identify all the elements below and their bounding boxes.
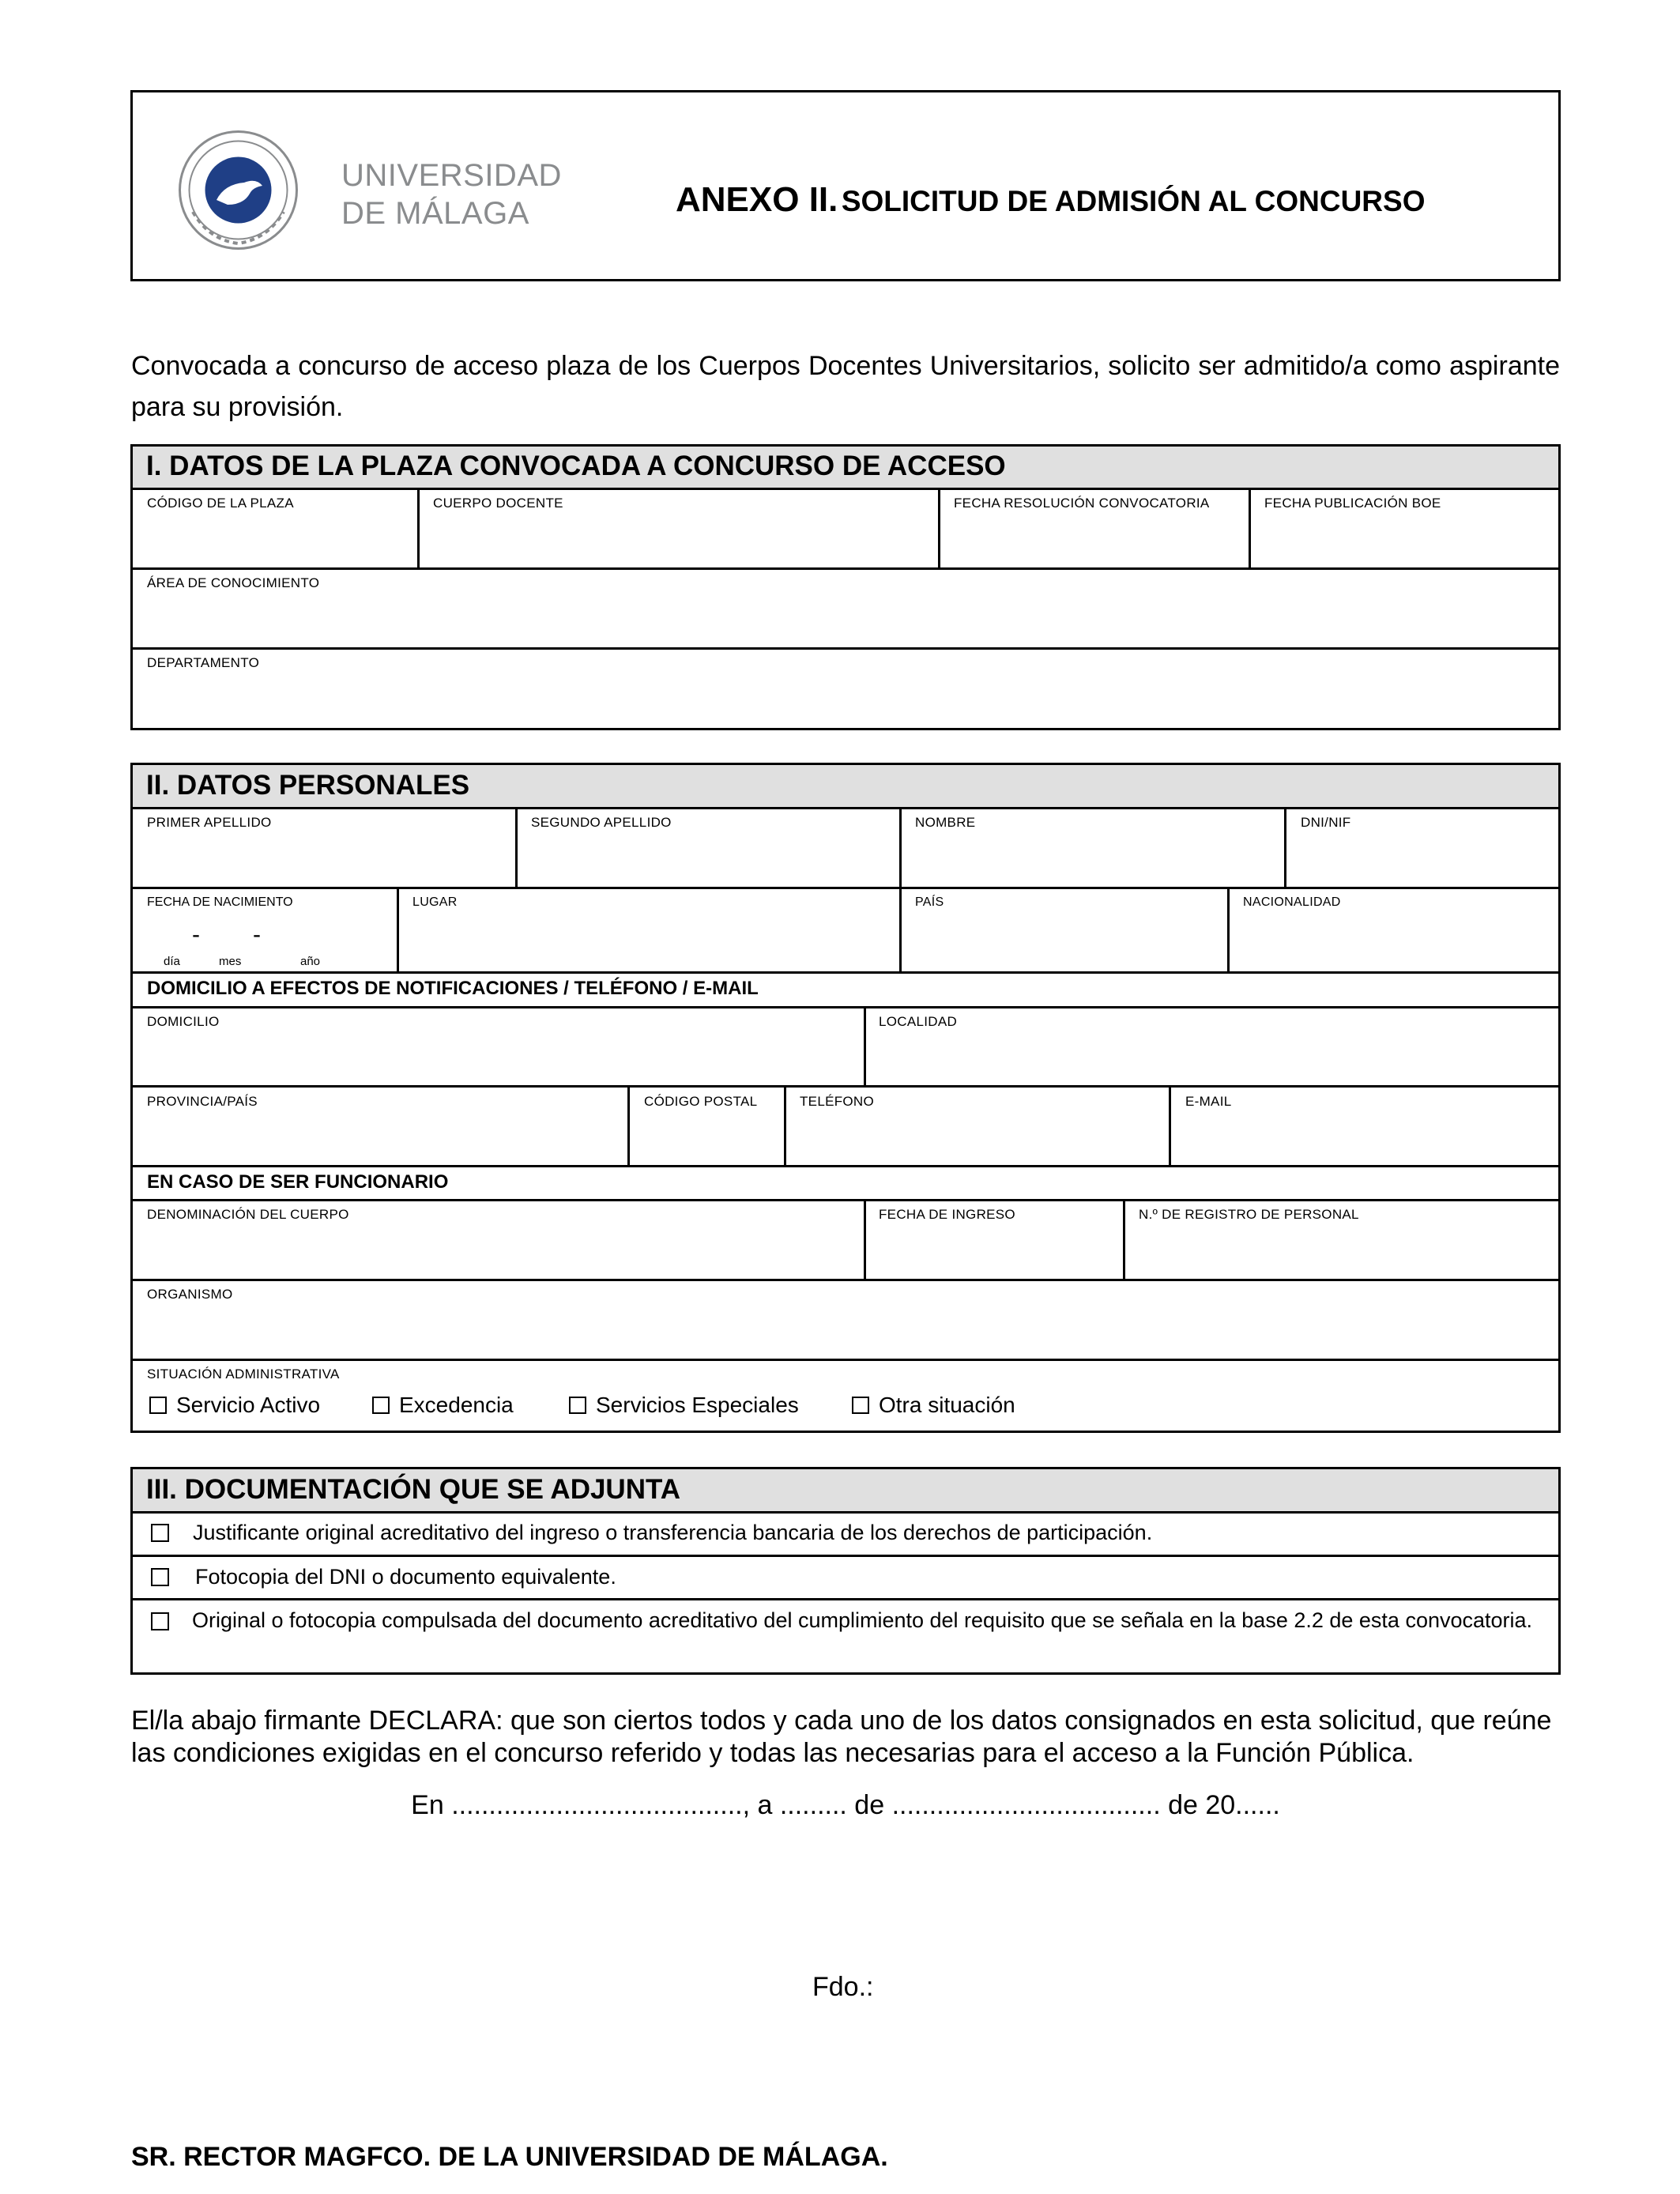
localidad-field[interactable] <box>868 1032 1557 1084</box>
segundo-apellido-field[interactable] <box>519 833 896 885</box>
place-date-line: En ......................................., a ......... de .................................... de 20...... <box>411 1790 1280 1820</box>
divider <box>130 1598 1561 1600</box>
divider <box>130 1165 1561 1167</box>
annex-title: SOLICITUD DE ADMISIÓN AL CONCURSO <box>841 185 1426 217</box>
denominacion-field[interactable] <box>134 1225 861 1277</box>
label-lugar: LUGAR <box>412 895 458 909</box>
option-label: Servicio Activo <box>176 1393 321 1417</box>
codigo-plaza-field[interactable] <box>134 514 414 566</box>
funcionario-heading: EN CASO DE SER FUNCIONARIO <box>147 1171 449 1193</box>
divider <box>417 488 420 569</box>
divider <box>1249 488 1251 569</box>
divider <box>627 1085 630 1167</box>
organismo-field[interactable] <box>134 1305 1557 1357</box>
label-fecha-nacimiento: FECHA DE NACIMIENTO <box>147 895 293 909</box>
divider <box>784 1085 786 1167</box>
divider <box>864 1006 866 1087</box>
label-nacionalidad: NACIONALIDAD <box>1243 895 1341 909</box>
mes-caption: mes <box>219 955 242 968</box>
university-name-line1: UNIVERSIDAD <box>341 158 562 193</box>
label-departamento: DEPARTAMENTO <box>147 655 260 670</box>
situacion-option-excedencia[interactable] <box>372 1393 514 1418</box>
domicilio-field[interactable] <box>134 1032 861 1084</box>
doc-checkbox-requisito[interactable] <box>151 1612 169 1630</box>
divider <box>130 1555 1561 1557</box>
fecha-ingreso-field[interactable] <box>868 1225 1120 1277</box>
divider <box>130 567 1561 570</box>
codigo-postal-field[interactable] <box>631 1112 781 1163</box>
divider <box>515 807 518 888</box>
date-separator: - <box>192 922 200 948</box>
label-domicilio: DOMICILIO <box>147 1014 220 1029</box>
option-label: Excedencia <box>399 1393 514 1417</box>
signature-field[interactable] <box>885 1960 1359 2007</box>
label-provincia: PROVINCIA/PAÍS <box>147 1094 258 1109</box>
label-codigo-plaza: CÓDIGO DE LA PLAZA <box>147 496 294 511</box>
area-field[interactable] <box>134 594 1557 646</box>
doc-item-requisito: Original o fotocopia compulsada del documento acreditativo del cumplimiento del requisito que se señala en la base 2.2 de esta convocatoria. <box>192 1608 1533 1632</box>
nombre-field[interactable] <box>903 833 1281 885</box>
situacion-option-servicios-especiales[interactable] <box>569 1393 799 1418</box>
situacion-option-otra[interactable] <box>852 1393 1015 1418</box>
label-cuerpo-docente: CUERPO DOCENTE <box>433 496 563 511</box>
option-label: Otra situación <box>879 1393 1015 1417</box>
divider <box>130 1511 1561 1514</box>
dni-field[interactable] <box>1288 833 1557 885</box>
registro-field[interactable] <box>1127 1225 1557 1277</box>
label-telefono: TELÉFONO <box>800 1094 875 1109</box>
annex-heading <box>676 180 1425 220</box>
label-email: E-MAIL <box>1185 1094 1232 1109</box>
label-codigo-postal: CÓDIGO POSTAL <box>644 1094 758 1109</box>
declaration-text: El/la abajo firmante DECLARA: que son ciertos todos y cada uno de los datos consignados en esta solicitud, que reúne las condiciones exigidas en el concurso referido y todas las necesarias para el acceso a la Función Pública. <box>131 1706 1552 1768</box>
divider <box>397 887 399 973</box>
divider <box>130 807 1561 809</box>
section1-title: I. DATOS DE LA PLAZA CONVOCADA A CONCURSO DE ACCESO <box>146 450 1006 481</box>
divider <box>130 488 1561 490</box>
telefono-field[interactable] <box>788 1112 1166 1163</box>
fecha-boe-field[interactable] <box>1252 514 1557 566</box>
label-pais: PAÍS <box>915 895 944 909</box>
signature-label: Fdo.: <box>812 1972 874 2002</box>
divider <box>1169 1085 1171 1167</box>
dia-caption: día <box>164 955 180 968</box>
divider <box>130 887 1561 889</box>
divider <box>899 807 902 888</box>
date-separator: - <box>253 922 261 948</box>
addressee: SR. RECTOR MAGFCO. DE LA UNIVERSIDAD DE MÁLAGA. <box>131 2142 888 2172</box>
checkbox[interactable] <box>372 1397 390 1414</box>
label-situacion: SITUACIÓN ADMINISTRATIVA <box>147 1367 340 1382</box>
label-organismo: ORGANISMO <box>147 1287 233 1302</box>
doc-checkbox-dni[interactable] <box>151 1568 169 1586</box>
divider <box>130 1199 1561 1201</box>
nacionalidad-field[interactable] <box>1231 913 1557 970</box>
divider <box>130 1359 1561 1361</box>
cuerpo-docente-field[interactable] <box>421 514 935 566</box>
divider <box>938 488 940 569</box>
divider <box>864 1199 866 1280</box>
checkbox[interactable] <box>569 1397 586 1414</box>
divider <box>130 971 1561 974</box>
university-seal-icon <box>177 129 299 251</box>
divider <box>130 1006 1561 1008</box>
section3-title: III. DOCUMENTACIÓN QUE SE ADJUNTA <box>146 1474 681 1505</box>
doc-item-dni: Fotocopia del DNI o documento equivalente. <box>195 1565 616 1589</box>
anio-caption: año <box>300 955 321 968</box>
checkbox[interactable] <box>852 1397 869 1414</box>
doc-checkbox-justificante[interactable] <box>151 1524 169 1542</box>
primer-apellido-field[interactable] <box>134 833 512 885</box>
lugar-field[interactable] <box>401 913 896 970</box>
section2-title: II. DATOS PERSONALES <box>146 770 470 801</box>
divider <box>1284 807 1286 888</box>
departamento-field[interactable] <box>134 673 1557 726</box>
label-registro: N.º DE REGISTRO DE PERSONAL <box>1139 1207 1359 1222</box>
option-label: Servicios Especiales <box>596 1393 799 1417</box>
label-fecha-ingreso: FECHA DE INGRESO <box>879 1207 1015 1222</box>
divider <box>130 647 1561 650</box>
domicilio-heading: DOMICILIO A EFECTOS DE NOTIFICACIONES / TELÉFONO / E-MAIL <box>147 978 759 999</box>
label-denominacion: DENOMINACIÓN DEL CUERPO <box>147 1207 349 1222</box>
fecha-resolucion-field[interactable] <box>942 514 1246 566</box>
label-primer-apellido: PRIMER APELLIDO <box>147 815 272 830</box>
label-dni: DNI/NIF <box>1301 815 1351 830</box>
divider <box>1227 887 1230 973</box>
provincia-field[interactable] <box>134 1112 624 1163</box>
annex-label: ANEXO II. <box>676 180 838 219</box>
university-name-line2: DE MÁLAGA <box>341 196 529 231</box>
label-segundo-apellido: SEGUNDO APELLIDO <box>531 815 672 830</box>
fecha-nacimiento-field[interactable] <box>134 913 394 952</box>
divider <box>130 1085 1561 1088</box>
divider <box>130 1279 1561 1281</box>
label-fecha-boe: FECHA PUBLICACIÓN BOE <box>1264 496 1441 511</box>
checkbox[interactable] <box>149 1397 167 1414</box>
label-fecha-resolucion: FECHA RESOLUCIÓN CONVOCATORIA <box>954 496 1210 511</box>
label-nombre: NOMBRE <box>915 815 976 830</box>
divider <box>899 887 902 973</box>
situacion-option-servicio-activo[interactable] <box>149 1393 320 1418</box>
email-field[interactable] <box>1173 1112 1557 1163</box>
divider <box>1123 1199 1125 1280</box>
intro-text: Convocada a concurso de acceso plaza de los Cuerpos Docentes Universitarios, solicito ser admitido/a como aspirante para su provisión. <box>131 351 1560 422</box>
doc-item-justificante: Justificante original acreditativo del ingreso o transferencia bancaria de los derechos de participación. <box>193 1521 1153 1544</box>
pais-field[interactable] <box>903 913 1224 970</box>
label-area: ÁREA DE CONOCIMIENTO <box>147 575 320 590</box>
label-localidad: LOCALIDAD <box>879 1014 958 1029</box>
